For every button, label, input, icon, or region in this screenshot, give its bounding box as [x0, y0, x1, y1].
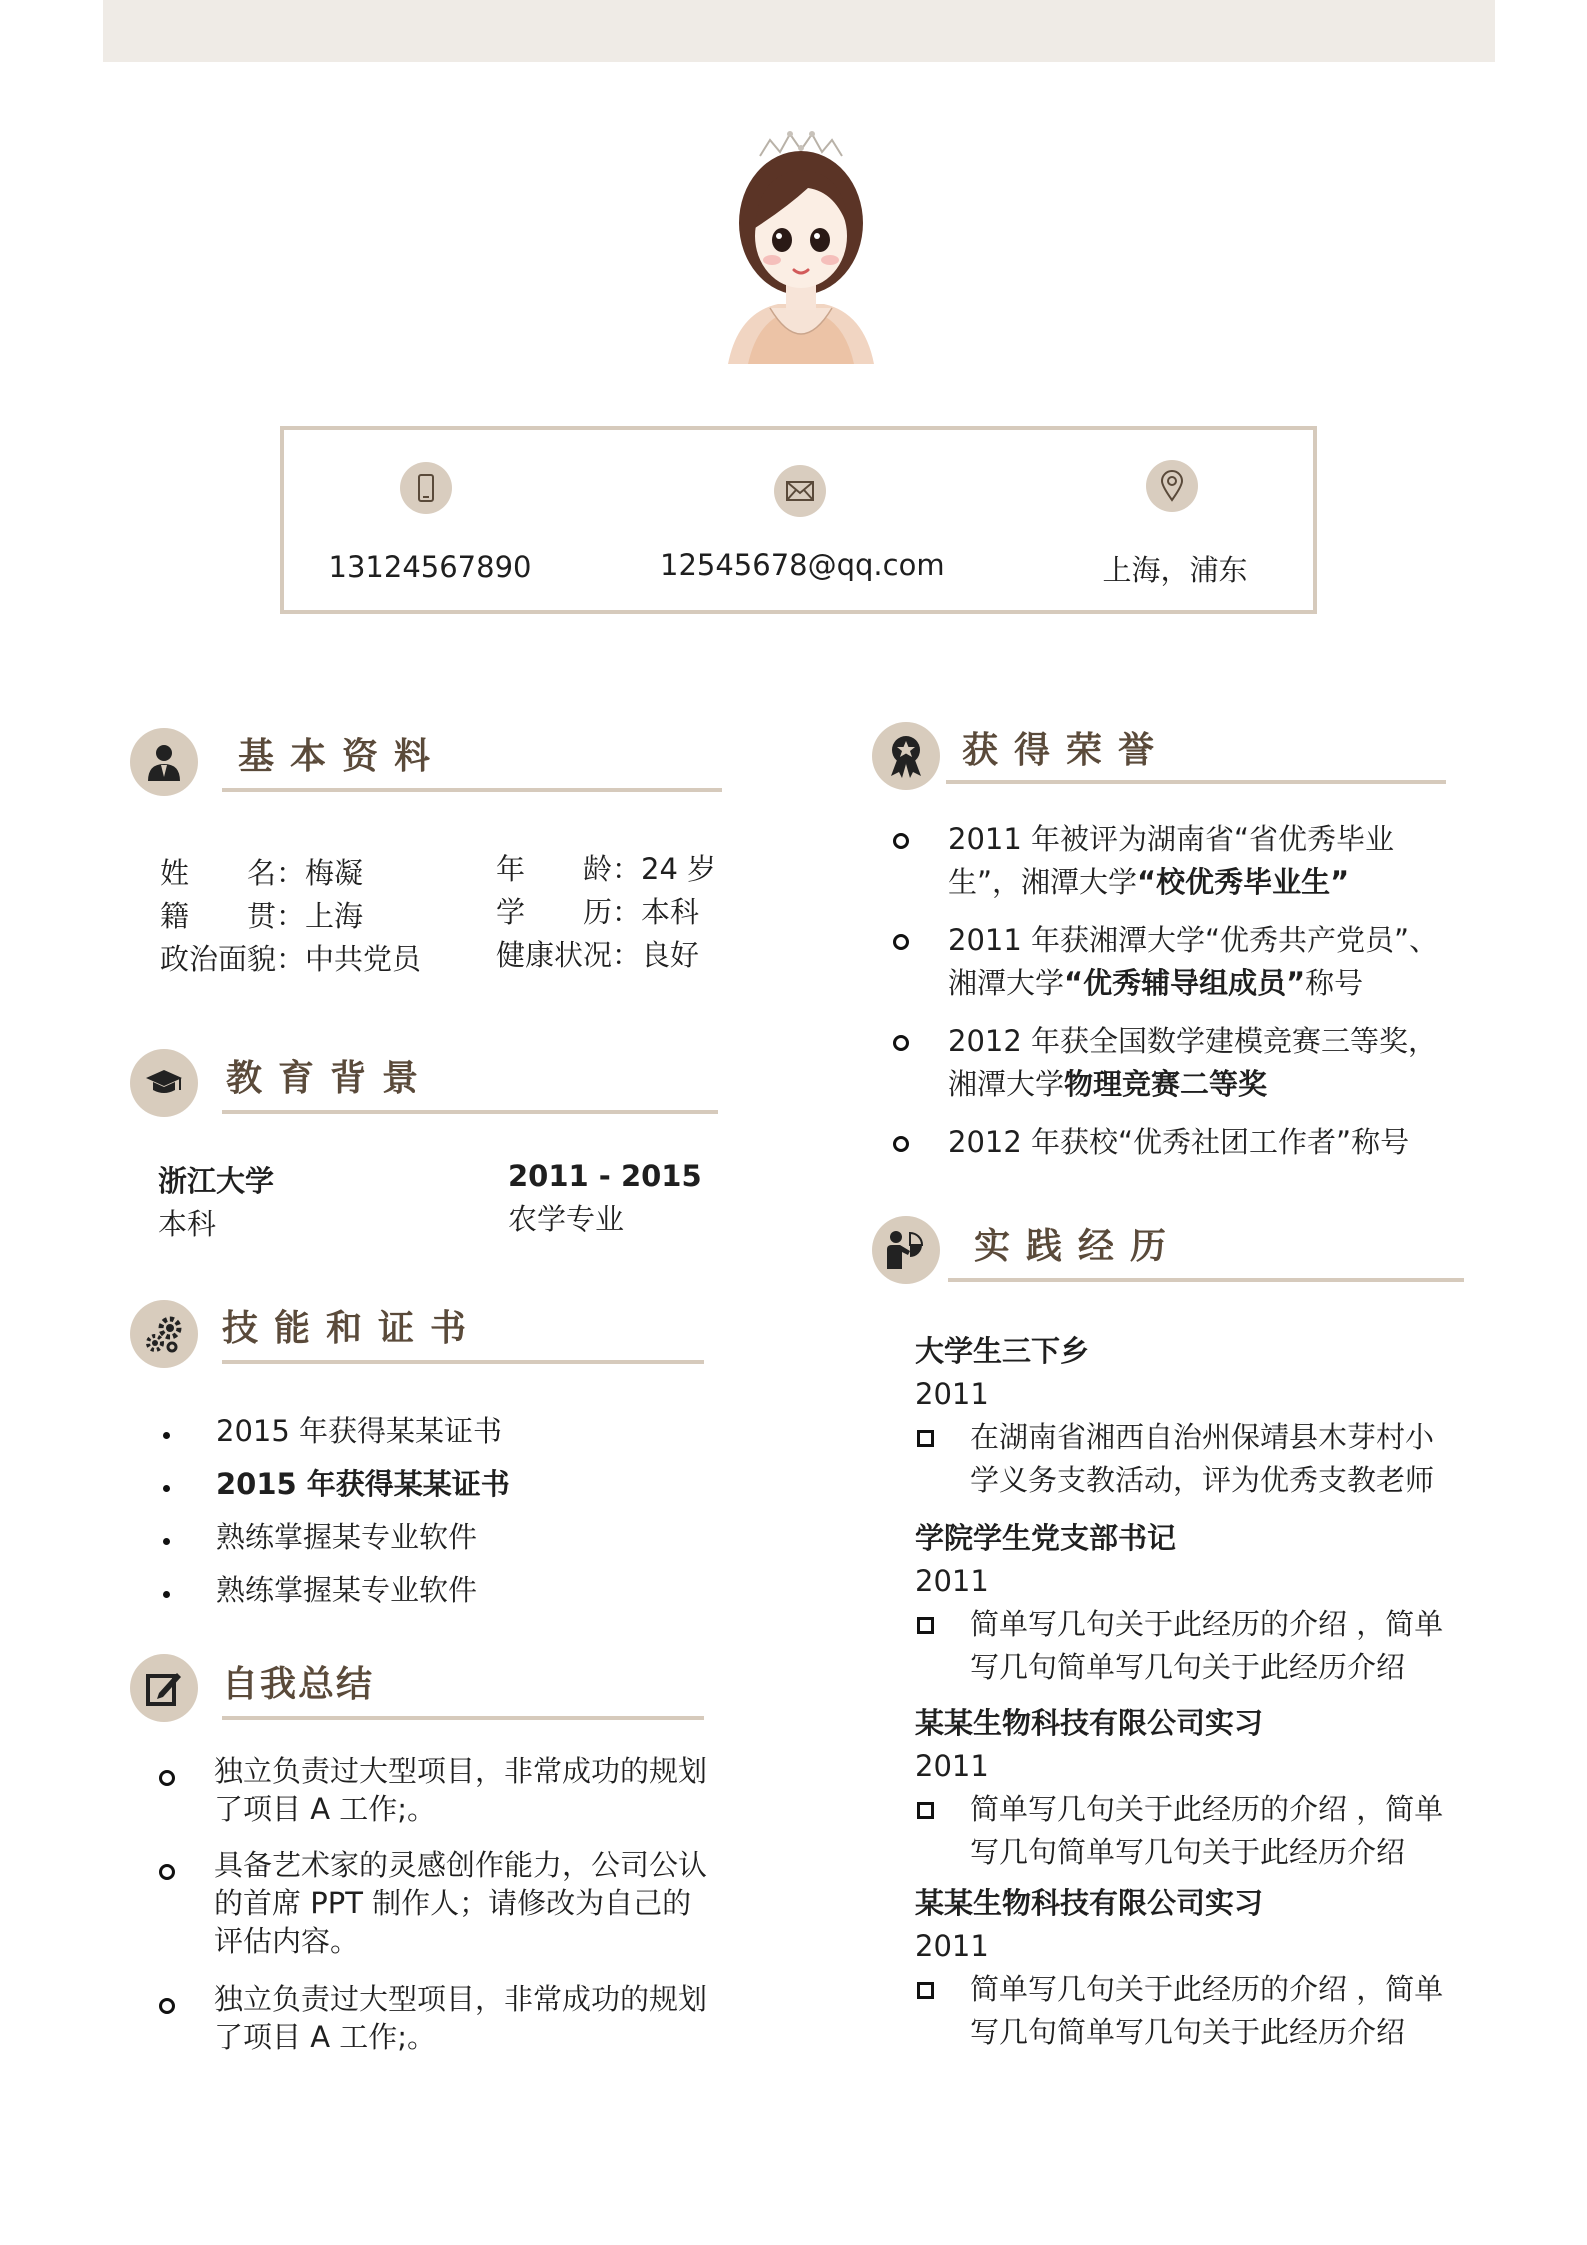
practice-desc: 简单写几句关于此经历的介绍 ，简单 [970, 1607, 1444, 1641]
graduation-cap-icon [130, 1049, 198, 1117]
practice-year: 2011 [915, 1749, 989, 1783]
bullet [893, 934, 909, 950]
person-icon [130, 728, 198, 796]
practice-year: 2011 [915, 1564, 989, 1598]
summary-line: 评估内容。 [214, 1924, 360, 1958]
bullet [163, 1432, 170, 1439]
section-title-summary: 自我总结 [222, 1664, 375, 1705]
section-divider [222, 1360, 704, 1364]
contact-email: 12545678@qq.com [660, 548, 945, 582]
practice-title: 某某生物科技有限公司实习 [915, 1706, 1264, 1740]
practice-desc: 学义务支教活动，评为优秀支教老师 [970, 1463, 1435, 1497]
practice-title: 某某生物科技有限公司实习 [915, 1886, 1264, 1920]
location-icon [1146, 460, 1198, 512]
bullet [917, 1802, 934, 1819]
section-title-practice: 实践经历 [974, 1226, 1183, 1267]
origin-row: 籍 贯：上海 [160, 899, 364, 933]
education-period: 2011 - 2015 [508, 1159, 702, 1193]
practice-desc: 写几句简单写几句关于此经历介绍 [970, 2015, 1406, 2049]
practice-title: 大学生三下乡 [915, 1334, 1090, 1368]
skill-item: 熟练掌握某专业软件 [216, 1573, 478, 1607]
bullet [163, 1485, 170, 1492]
summary-line: 了项目 A 工作;。 [214, 1792, 437, 1826]
school-name: 浙江大学 [158, 1164, 275, 1198]
section-divider [222, 788, 722, 792]
mail-icon [774, 465, 826, 517]
skill-item: 熟练掌握某专业软件 [216, 1520, 478, 1554]
summary-line: 独立负责过大型项目，非常成功的规划 [214, 1982, 708, 2016]
bullet [159, 1864, 175, 1880]
politics-row: 政治面貌：中共党员 [160, 942, 422, 976]
contact-location: 上海，浦东 [1102, 553, 1248, 587]
name-row: 姓 名：梅凝 [160, 856, 364, 890]
honor-line: 2012 年获全国数学建模竞赛三等奖， [948, 1024, 1438, 1058]
edu-row: 学 历：本科 [496, 895, 700, 929]
practice-desc: 简单写几句关于此经历的介绍 ，简单 [970, 1792, 1444, 1826]
honor-line: 生”，湘潭大学“校优秀毕业生” [948, 865, 1350, 899]
honor-line: 湘潭大学“优秀辅导组成员”称号 [948, 966, 1364, 1000]
summary-line: 独立负责过大型项目，非常成功的规划 [214, 1754, 708, 1788]
age-row: 年 龄：24 岁 [496, 852, 717, 886]
summary-line: 具备艺术家的灵感创作能力，公司公认 [214, 1848, 708, 1882]
bullet [163, 1538, 170, 1545]
practice-desc: 在湖南省湘西自治州保靖县木芽村小 [970, 1420, 1435, 1454]
degree: 本科 [158, 1207, 217, 1241]
bullet [159, 1998, 175, 2014]
health-row: 健康状况：良好 [496, 938, 700, 972]
skill-item: 2015 年获得某某证书 [216, 1414, 503, 1448]
honor-line: 湘潭大学物理竞赛二等奖 [948, 1067, 1268, 1101]
bullet [917, 1430, 934, 1447]
summary-line: 了项目 A 工作;。 [214, 2020, 437, 2054]
award-icon [872, 722, 940, 790]
gears-icon [130, 1300, 198, 1368]
section-title-education: 教育背景 [226, 1058, 435, 1099]
bullet [163, 1591, 170, 1598]
honor-line: 2011 年被评为湖南省“省优秀毕业 [948, 822, 1395, 856]
skill-item: 2015 年获得某某证书 [216, 1467, 510, 1501]
bullet [917, 1617, 934, 1634]
summary-line: 的首席 PPT 制作人；请修改为自己的 [214, 1886, 692, 1920]
edit-icon [130, 1654, 198, 1722]
section-divider [222, 1110, 718, 1114]
major: 农学专业 [508, 1202, 625, 1236]
section-divider [222, 1716, 704, 1720]
practice-title: 学院学生党支部书记 [915, 1521, 1177, 1555]
practice-desc: 写几句简单写几句关于此经历介绍 [970, 1650, 1406, 1684]
practice-desc: 写几句简单写几句关于此经历介绍 [970, 1835, 1406, 1869]
presenter-icon [872, 1216, 940, 1284]
bullet [893, 1035, 909, 1051]
honor-line: 2012 年获校“优秀社团工作者”称号 [948, 1125, 1410, 1159]
contact-phone: 13124567890 [328, 550, 532, 584]
section-divider [948, 1278, 1464, 1282]
phone-icon [400, 462, 452, 514]
avatar-illustration [718, 128, 884, 384]
bullet [917, 1982, 934, 1999]
section-title-honors: 获得荣誉 [962, 730, 1171, 771]
honor-line: 2011 年获湘潭大学“优秀共产党员”、 [948, 923, 1439, 957]
section-divider [946, 780, 1446, 784]
bullet [893, 1136, 909, 1152]
bullet [159, 1770, 175, 1786]
practice-year: 2011 [915, 1377, 989, 1411]
section-title-skills: 技能和证书 [222, 1308, 483, 1349]
practice-desc: 简单写几句关于此经历的介绍 ，简单 [970, 1972, 1444, 2006]
top-banner [103, 0, 1495, 62]
section-title-basic: 基本资料 [238, 736, 447, 777]
practice-year: 2011 [915, 1929, 989, 1963]
bullet [893, 833, 909, 849]
